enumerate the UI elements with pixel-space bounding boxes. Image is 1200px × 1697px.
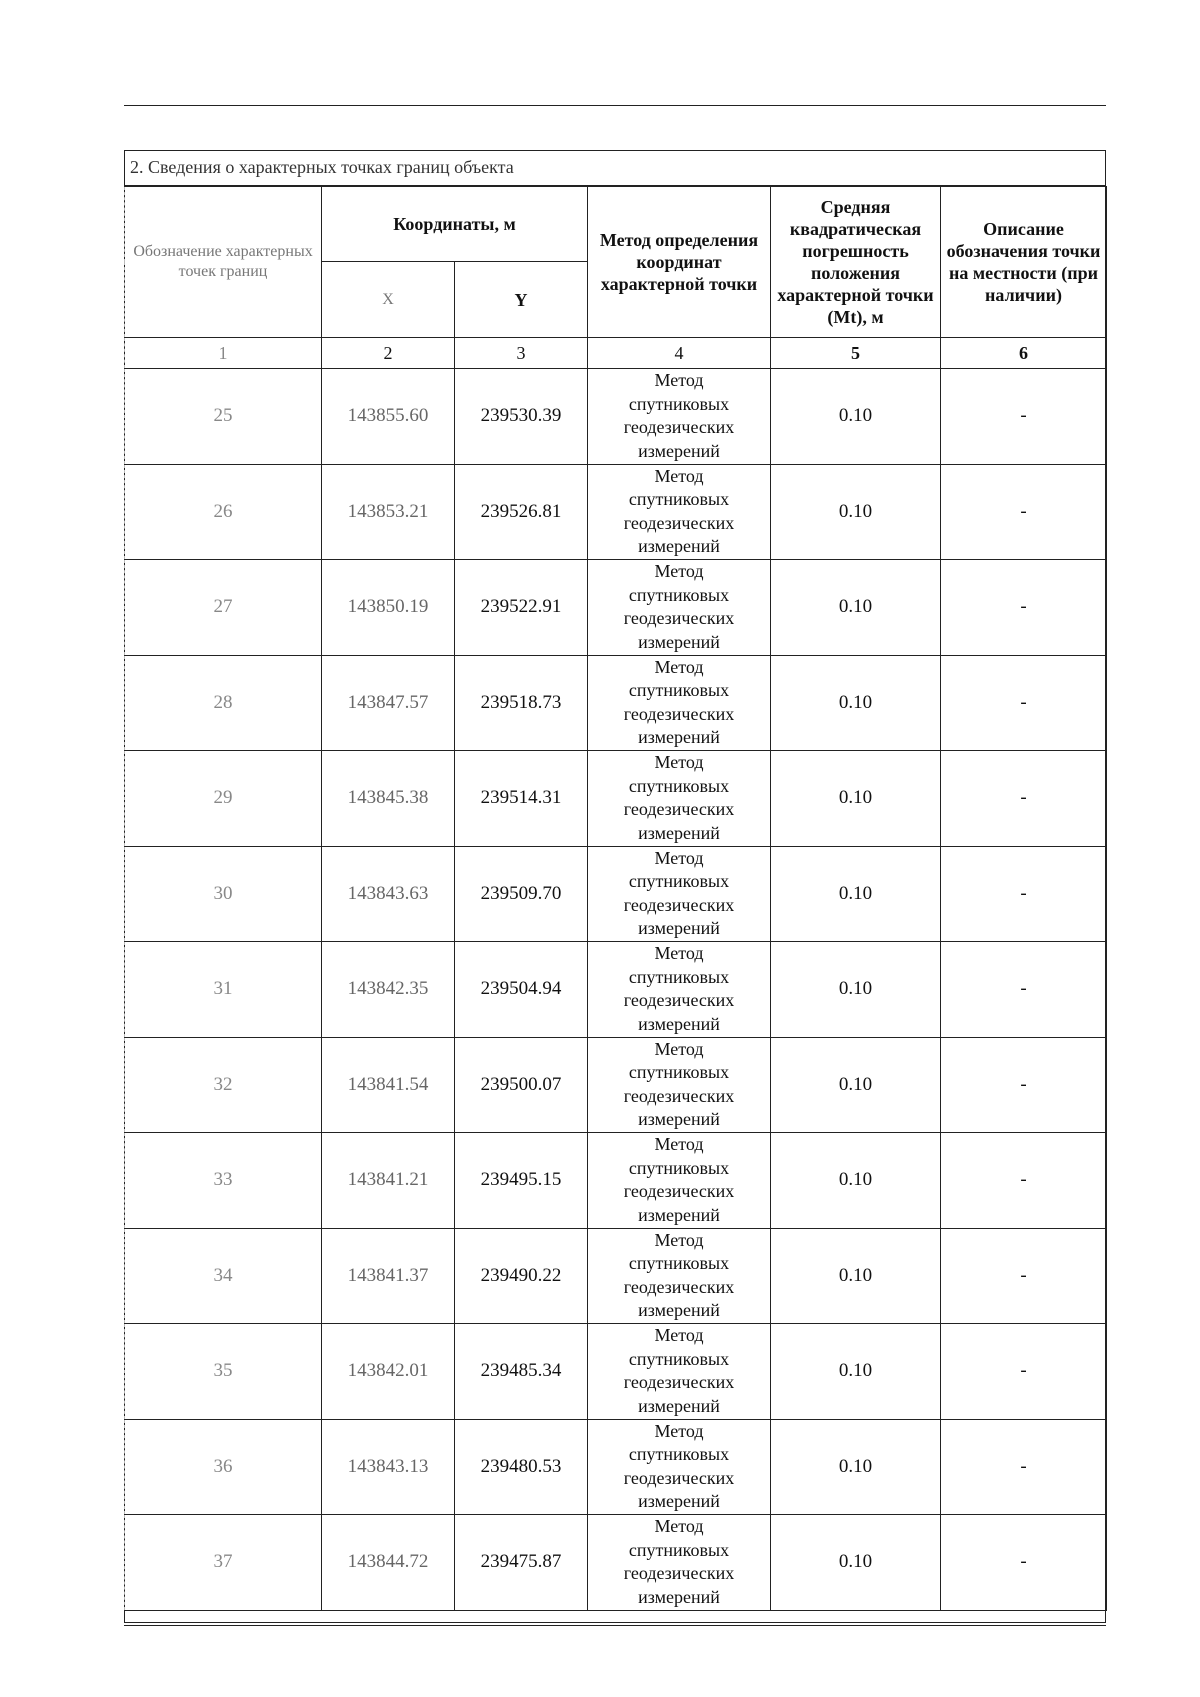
description-cell: - — [941, 1515, 1107, 1611]
method-line: геодезических — [623, 703, 735, 724]
point-number-cell: 29 — [125, 751, 322, 847]
method-line: измерений — [638, 440, 720, 461]
method-line: Метод — [654, 1325, 704, 1346]
table-row — [125, 1515, 1107, 1611]
method-line: геодезических — [623, 1467, 735, 1488]
method-line: геодезических — [623, 1181, 735, 1202]
y-coordinate-cell: 239475.87 — [455, 1515, 588, 1611]
description-cell: - — [941, 655, 1107, 751]
table-row — [125, 1037, 1107, 1133]
mean-error-cell: 0.10 — [771, 655, 941, 751]
mean-error-cell: 0.10 — [771, 751, 941, 847]
method-cell — [588, 369, 771, 465]
description-cell: - — [941, 1324, 1107, 1420]
x-coordinate-cell: 143841.21 — [322, 1133, 455, 1229]
header-description: Описание обозначения точки на местности (при наличии) — [941, 187, 1107, 338]
header-point-designation: Обозначение характерных точек границ — [125, 187, 322, 338]
description-cell: - — [941, 1133, 1107, 1229]
method-line: спутниковых — [628, 1062, 730, 1083]
header-coordinates: Координаты, м — [322, 187, 588, 262]
method-line: измерений — [638, 1204, 720, 1225]
y-coordinate-cell: 239490.22 — [455, 1228, 588, 1324]
x-coordinate-cell: 143847.57 — [322, 655, 455, 751]
point-number-cell: 26 — [125, 464, 322, 560]
method-cell — [588, 655, 771, 751]
method-line: измерений — [638, 822, 720, 843]
y-coordinate-cell: 239530.39 — [455, 369, 588, 465]
method-line: Метод — [654, 465, 704, 486]
description-cell: - — [941, 1419, 1107, 1515]
method-line: измерений — [638, 727, 720, 748]
column-number: 3 — [455, 338, 588, 369]
method-line: Метод — [654, 752, 704, 773]
method-line: измерений — [638, 1491, 720, 1512]
method-line: геодезических — [623, 990, 735, 1011]
method-line: Метод — [654, 1038, 704, 1059]
point-number-cell: 28 — [125, 655, 322, 751]
point-number-cell: 36 — [125, 1419, 322, 1515]
x-coordinate-cell: 143841.54 — [322, 1037, 455, 1133]
mean-error-cell: 0.10 — [771, 1133, 941, 1229]
method-line: спутниковых — [628, 1348, 730, 1369]
point-number-cell: 33 — [125, 1133, 322, 1229]
section-title: 2. Сведения о характерных точках границ объекта — [130, 157, 514, 177]
table-row — [125, 1419, 1107, 1515]
y-coordinate-cell: 239495.15 — [455, 1133, 588, 1229]
column-number: 1 — [125, 338, 322, 369]
mean-error-cell: 0.10 — [771, 560, 941, 656]
point-number-cell: 27 — [125, 560, 322, 656]
table-body — [125, 369, 1107, 1611]
method-cell — [588, 1419, 771, 1515]
x-coordinate-cell: 143841.37 — [322, 1228, 455, 1324]
x-coordinate-cell: 143843.13 — [322, 1419, 455, 1515]
table-row — [125, 1133, 1107, 1229]
boundary-points-table — [124, 186, 1107, 1611]
method-line: спутниковых — [628, 966, 730, 987]
y-coordinate-cell: 239500.07 — [455, 1037, 588, 1133]
column-number: 4 — [588, 338, 771, 369]
table-row — [125, 1324, 1107, 1420]
method-line: измерений — [638, 536, 720, 557]
x-coordinate-cell: 143844.72 — [322, 1515, 455, 1611]
method-line: измерений — [638, 631, 720, 652]
x-coordinate-cell: 143850.19 — [322, 560, 455, 656]
method-line: Метод — [654, 370, 704, 391]
method-cell — [588, 1228, 771, 1324]
table-row — [125, 464, 1107, 560]
method-line: геодезических — [623, 894, 735, 915]
method-line: спутниковых — [628, 871, 730, 892]
method-line: спутниковых — [628, 393, 730, 414]
method-line: спутниковых — [628, 1539, 730, 1560]
table-row — [125, 369, 1107, 465]
method-line: Метод — [654, 1134, 704, 1155]
method-cell — [588, 1037, 771, 1133]
description-cell: - — [941, 1037, 1107, 1133]
point-number-cell: 31 — [125, 942, 322, 1038]
method-line: Метод — [654, 561, 704, 582]
description-cell: - — [941, 464, 1107, 560]
method-line: Метод — [654, 847, 704, 868]
method-line: спутниковых — [628, 1253, 730, 1274]
point-number-cell: 37 — [125, 1515, 322, 1611]
bottom-rule — [124, 1625, 1106, 1626]
table-row — [125, 846, 1107, 942]
description-cell: - — [941, 1228, 1107, 1324]
method-line: измерений — [638, 918, 720, 939]
method-line: геодезических — [623, 1563, 735, 1584]
header-method: Метод определения координат характерной точки — [588, 187, 771, 338]
header-mean-error: Средняя квадратическая погрешность положения характерной точки (Mt), м — [771, 187, 941, 338]
table-row — [125, 751, 1107, 847]
description-cell: - — [941, 942, 1107, 1038]
description-cell: - — [941, 560, 1107, 656]
method-line: Метод — [654, 1516, 704, 1537]
method-line: спутниковых — [628, 489, 730, 510]
method-cell — [588, 846, 771, 942]
method-line: спутниковых — [628, 1157, 730, 1178]
method-line: Метод — [654, 1229, 704, 1250]
description-cell: - — [941, 846, 1107, 942]
method-cell — [588, 464, 771, 560]
x-coordinate-cell: 143842.35 — [322, 942, 455, 1038]
mean-error-cell: 0.10 — [771, 1037, 941, 1133]
point-number-cell: 32 — [125, 1037, 322, 1133]
y-coordinate-cell: 239526.81 — [455, 464, 588, 560]
x-coordinate-cell: 143855.60 — [322, 369, 455, 465]
mean-error-cell: 0.10 — [771, 942, 941, 1038]
table-row — [125, 1228, 1107, 1324]
description-cell: - — [941, 751, 1107, 847]
mean-error-cell: 0.10 — [771, 464, 941, 560]
mean-error-cell: 0.10 — [771, 1419, 941, 1515]
method-line: Метод — [654, 1420, 704, 1441]
method-line: спутниковых — [628, 775, 730, 796]
y-coordinate-cell: 239518.73 — [455, 655, 588, 751]
method-cell — [588, 1515, 771, 1611]
method-line: измерений — [638, 1013, 720, 1034]
mean-error-cell: 0.10 — [771, 846, 941, 942]
column-number: 5 — [771, 338, 941, 369]
x-coordinate-cell: 143842.01 — [322, 1324, 455, 1420]
method-cell — [588, 1324, 771, 1420]
column-numbers-row — [125, 338, 1107, 369]
table-row — [125, 942, 1107, 1038]
method-line: геодезических — [623, 1372, 735, 1393]
y-coordinate-cell: 239504.94 — [455, 942, 588, 1038]
method-cell — [588, 751, 771, 847]
x-coordinate-cell: 143843.63 — [322, 846, 455, 942]
method-line: измерений — [638, 1109, 720, 1130]
mean-error-cell: 0.10 — [771, 1515, 941, 1611]
method-line: спутниковых — [628, 680, 730, 701]
table-row — [125, 560, 1107, 656]
y-coordinate-cell: 239514.31 — [455, 751, 588, 847]
top-rule — [124, 105, 1106, 106]
y-coordinate-cell: 239522.91 — [455, 560, 588, 656]
y-coordinate-cell: 239480.53 — [455, 1419, 588, 1515]
y-coordinate-cell: 239485.34 — [455, 1324, 588, 1420]
column-number: 6 — [941, 338, 1107, 369]
method-line: Метод — [654, 943, 704, 964]
x-coordinate-cell: 143853.21 — [322, 464, 455, 560]
description-cell: - — [941, 369, 1107, 465]
method-line: геодезических — [623, 1276, 735, 1297]
method-cell — [588, 560, 771, 656]
table-row — [125, 655, 1107, 751]
method-line: спутниковых — [628, 584, 730, 605]
method-line: спутниковых — [628, 1444, 730, 1465]
method-line: Метод — [654, 656, 704, 677]
method-line: геодезических — [623, 1085, 735, 1106]
method-line: измерений — [638, 1300, 720, 1321]
mean-error-cell: 0.10 — [771, 1324, 941, 1420]
point-number-cell: 25 — [125, 369, 322, 465]
mean-error-cell: 0.10 — [771, 369, 941, 465]
point-number-cell: 35 — [125, 1324, 322, 1420]
method-line: геодезических — [623, 417, 735, 438]
x-coordinate-cell: 143845.38 — [322, 751, 455, 847]
point-number-cell: 34 — [125, 1228, 322, 1324]
header-x: X — [322, 262, 455, 338]
method-line: измерений — [638, 1395, 720, 1416]
header-y: Y — [455, 262, 588, 338]
method-line: геодезических — [623, 799, 735, 820]
method-cell — [588, 942, 771, 1038]
method-line: геодезических — [623, 512, 735, 533]
point-number-cell: 30 — [125, 846, 322, 942]
y-coordinate-cell: 239509.70 — [455, 846, 588, 942]
method-cell — [588, 1133, 771, 1229]
column-number: 2 — [322, 338, 455, 369]
method-line: измерений — [638, 1586, 720, 1607]
method-line: геодезических — [623, 608, 735, 629]
mean-error-cell: 0.10 — [771, 1228, 941, 1324]
